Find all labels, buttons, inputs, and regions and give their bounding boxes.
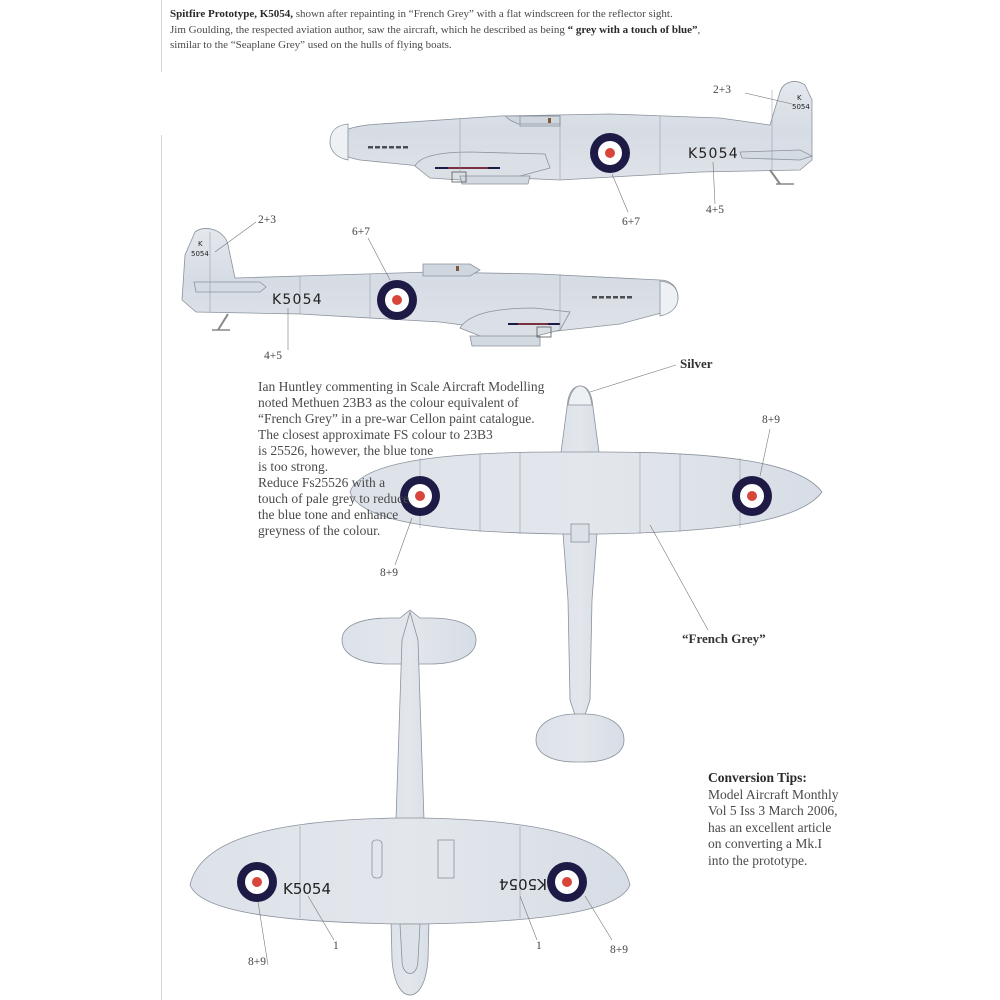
tailplane	[194, 282, 266, 292]
spinner	[330, 124, 348, 160]
spinner-top	[568, 386, 592, 405]
callout-under-serial-left: 1	[333, 940, 339, 952]
fuselage	[182, 228, 678, 334]
conversion-tips-line: Vol 5 Iss 3 March 2006,	[708, 803, 838, 818]
colour-note-line: greyness of the colour.	[258, 523, 381, 538]
colour-note-line: The closest approximate FS colour to 23B3	[258, 427, 493, 442]
roundel-under-left	[237, 862, 277, 902]
callout-top-roundel-right: 8+9	[762, 414, 780, 426]
side-view-port	[330, 81, 812, 184]
serial-under-left: K5054	[283, 880, 332, 898]
fin-letter-side2: K	[198, 240, 203, 248]
colour-note-line: Ian Huntley commenting in Scale Aircraft Modelling	[258, 379, 545, 394]
intro-line3: similar to the “Seaplane Grey” used on the hulls of flying boats.	[170, 39, 452, 51]
conversion-tips-line: Model Aircraft Monthly	[708, 786, 839, 802]
underside-view	[190, 610, 630, 995]
fin-number-side2: 5054	[191, 250, 209, 258]
tailplane	[740, 150, 812, 160]
callout-side1-fin: 2+3	[713, 84, 731, 96]
callout-side1-serial: 4+5	[706, 204, 724, 216]
colour-note-line: is 25526, however, the blue tone	[258, 443, 434, 458]
callout-spinner-silver: Silver	[680, 356, 713, 371]
intro-line2-end: ,	[697, 23, 701, 36]
intro-quote: “ grey with a touch of blue”	[567, 23, 698, 36]
conversion-tips-line: into the prototype.	[708, 852, 808, 868]
fuselage-top	[560, 386, 600, 718]
roundel-top-right	[732, 476, 772, 516]
colour-note-line: the blue tone and enhance	[258, 507, 399, 522]
conversion-tips-line: has an excellent article	[708, 819, 832, 835]
conversion-tips-heading: Conversion Tips:	[708, 770, 807, 785]
side-view-starboard	[182, 228, 678, 346]
callout-under-roundel-right: 8+9	[610, 944, 628, 956]
callout-side2-fin: 2+3	[258, 214, 276, 226]
callout-side1-roundel: 6+7	[622, 216, 640, 228]
intro-line2: Jim Goulding, the respected aviation author, saw the aircraft, which he described as being	[170, 23, 568, 36]
roundel-side2	[377, 280, 417, 320]
callout-side2-roundel: 6+7	[352, 226, 370, 238]
intro-title: Spitfire Prototype, K5054,	[170, 8, 294, 20]
roundel-side1	[590, 133, 630, 173]
callout-top-roundel-left: 8+9	[380, 567, 398, 579]
roundel-under-right	[547, 862, 587, 902]
tailplane-top	[536, 714, 624, 762]
colour-note-line: is too strong.	[258, 459, 329, 474]
conversion-tips	[708, 770, 838, 869]
callout-side2-serial: 4+5	[264, 350, 282, 362]
conversion-tips-line: on converting a Mk.I	[708, 836, 822, 851]
colour-note-line: touch of pale grey to reduce	[258, 491, 410, 506]
colour-note-line: Reduce Fs25526 with a	[258, 475, 386, 490]
serial-under-right: K5054	[498, 875, 547, 893]
serial-side2: K5054	[272, 292, 323, 308]
callout-under-serial-right: 1	[536, 940, 542, 952]
fuselage	[330, 81, 812, 180]
callout-under-roundel-left: 8+9	[248, 956, 266, 968]
colour-note-line: noted Methuen 23B3 as the colour equivalent of	[258, 395, 519, 410]
canopy	[423, 264, 480, 276]
intro-line1: shown after repainting in “French Grey” with a flat windscreen for the reflector sight.	[293, 8, 673, 20]
colour-note-line: “French Grey” in a pre-war Cellon paint catalogue.	[258, 411, 535, 426]
fin-letter-side1: K	[797, 94, 802, 102]
fin-number-side1: 5054	[792, 103, 810, 111]
radiator	[470, 336, 540, 346]
radiator	[460, 176, 530, 184]
serial-side1: K5054	[688, 146, 739, 162]
callout-french-grey: “French Grey”	[682, 631, 766, 646]
spinner	[660, 281, 678, 316]
colour-note	[258, 379, 544, 539]
